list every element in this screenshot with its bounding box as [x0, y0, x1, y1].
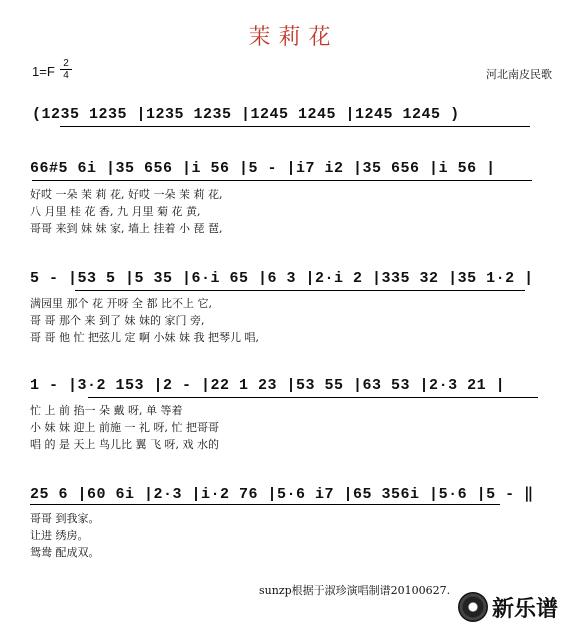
intro-notes: (1235 1235 |1235 1235 |1245 1245 |1245 1245 )	[32, 106, 460, 123]
system-4-underline	[30, 504, 500, 505]
system-3-lyric-3: 唱 的 是 天上 鸟儿比 翼 飞 呀, 戏 水的	[30, 438, 219, 451]
system-4-lyric-2: 让进 绣房。	[30, 529, 89, 542]
system-3-lyric-2: 小 妹 妹 迎上 前施 一 礼 呀, 忙 把哥哥	[30, 421, 219, 434]
system-2-lyric-1: 满园里 那个 花 开呀 全 都 比不上 它,	[30, 297, 212, 310]
system-2-underline	[75, 290, 525, 291]
song-origin: 河北南皮民歌	[486, 68, 552, 81]
intro-underline	[60, 126, 530, 127]
transcription-credit: sunzp根据于淑珍演唱制谱20100627.	[259, 584, 451, 597]
system-2-lyric-3: 哥 哥 他 忙 把弦儿 定 啊 小妹 妹 我 把琴儿 唱,	[30, 331, 259, 344]
system-3-notes: 1 - |3·2 153 |2 - |22 1 23 |53 55 |63 53 |2·3 21 |	[30, 377, 506, 394]
key-signature: 1=F	[32, 64, 55, 79]
system-3-lyric-1: 忙 上 前 掐一 朵 戴 呀, 单 等着	[30, 404, 183, 417]
system-1-lyric-1: 好哎 一朵 茉 莉 花, 好哎 一朵 茉 莉 花,	[30, 188, 223, 201]
time-signature-bottom: 4	[60, 69, 72, 81]
system-1-underline	[32, 180, 532, 181]
system-4-lyric-1: 哥哥 到我家。	[30, 512, 100, 525]
site-logo[interactable]	[458, 590, 578, 626]
system-2-lyric-2: 哥 哥 那个 来 到了 妹 妹的 家门 旁,	[30, 314, 205, 327]
system-1-notes: 66#5 6i |35 656 |i 56 |5 - |i7 i2 |35 656 |i 56 |	[30, 160, 496, 177]
time-signature	[60, 58, 72, 81]
time-signature-top: 2	[63, 58, 69, 69]
song-title: 茉莉花	[248, 25, 339, 50]
system-1-lyric-3: 哥哥 来到 妹 妹 家, 墙上 挂着 小 琵 琶,	[30, 222, 223, 235]
system-3-underline	[88, 397, 538, 398]
system-2-notes: 5 - |53 5 |5 35 |6·i 65 |6 3 |2·i 2 |335 32 |35 1·2 |	[30, 270, 534, 287]
system-4-notes: 25 6 |60 6i |2·3 |i·2 76 |5·6 i7 |65 356i |5·6 |5 - ‖	[30, 486, 534, 503]
system-1-lyric-2: 八 月里 桂 花 香, 九 月里 菊 花 黄,	[30, 205, 201, 218]
logo-label: 新乐谱	[492, 597, 559, 622]
vinyl-disc-icon	[458, 592, 488, 622]
system-4-lyric-3: 鸳鸯 配成双。	[30, 546, 100, 559]
